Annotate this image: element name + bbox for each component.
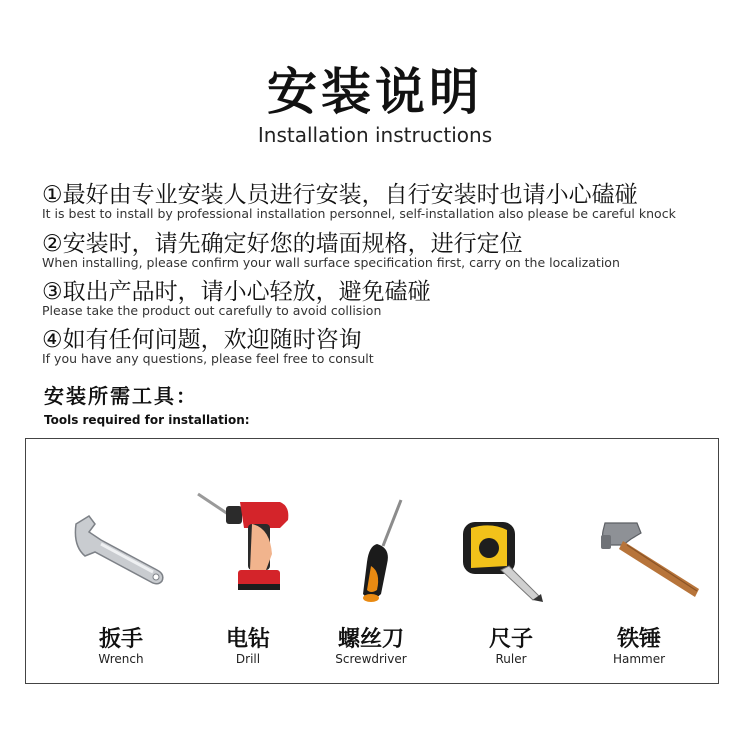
hammer-label: 铁锤 [616, 627, 661, 652]
step-3-english: Please take the product out carefully to avoid collision [42, 303, 382, 318]
wrench-label-en: Wrench [98, 652, 144, 666]
screwdriver-icon [311, 494, 431, 614]
tools-panel [25, 438, 719, 684]
tool-drill [188, 439, 308, 683]
page-subtitle: Installation instructions [257, 123, 493, 147]
tools-heading-chinese: 安装所需工具： [44, 384, 198, 408]
instruction-step-4 [42, 326, 722, 366]
screwdriver-label: 螺丝刀 [337, 627, 404, 652]
screwdriver-label-en: Screwdriver [335, 652, 407, 666]
wrench-icon [61, 494, 181, 594]
step-2-english: When installing, please confirm your wall surface specification first, carry on the localization [42, 255, 620, 270]
ruler-label: 尺子 [488, 627, 533, 652]
hammer-label-en: Hammer [612, 652, 666, 666]
tools-heading [44, 380, 250, 427]
tool-ruler [451, 439, 571, 683]
tool-hammer [579, 439, 699, 683]
tools-heading-english: Tools required for installation: [44, 413, 250, 427]
step-2-chinese: ②安装时，请先确定好您的墙面规格，进行定位 [42, 231, 523, 257]
drill-label: 电钻 [225, 627, 270, 652]
page-title: 安装说明 [267, 63, 483, 121]
instruction-step-2 [42, 230, 722, 270]
step-3-chinese: ③取出产品时，请小心轻放，避免磕碰 [42, 279, 431, 305]
ruler-label-en: Ruler [495, 652, 527, 666]
wrench-label: 扳手 [98, 627, 143, 652]
tool-wrench [61, 439, 181, 683]
drill-label-en: Drill [235, 652, 261, 666]
step-1-english: It is best to install by professional installation personnel, self-installation also please be careful knock [42, 206, 676, 221]
drill-icon [188, 484, 308, 604]
instruction-step-3 [42, 278, 722, 318]
step-4-english: If you have any questions, please feel free to consult [42, 351, 374, 366]
step-1-chinese: ①最好由专业安装人员进行安装，自行安装时也请小心磕碰 [42, 182, 638, 208]
hammer-icon [579, 509, 709, 609]
instruction-step-1 [42, 181, 722, 221]
step-4-chinese: ④如有任何问题，欢迎随时咨询 [42, 327, 362, 353]
tool-screwdriver [311, 439, 431, 683]
tape-measure-icon [451, 514, 571, 624]
